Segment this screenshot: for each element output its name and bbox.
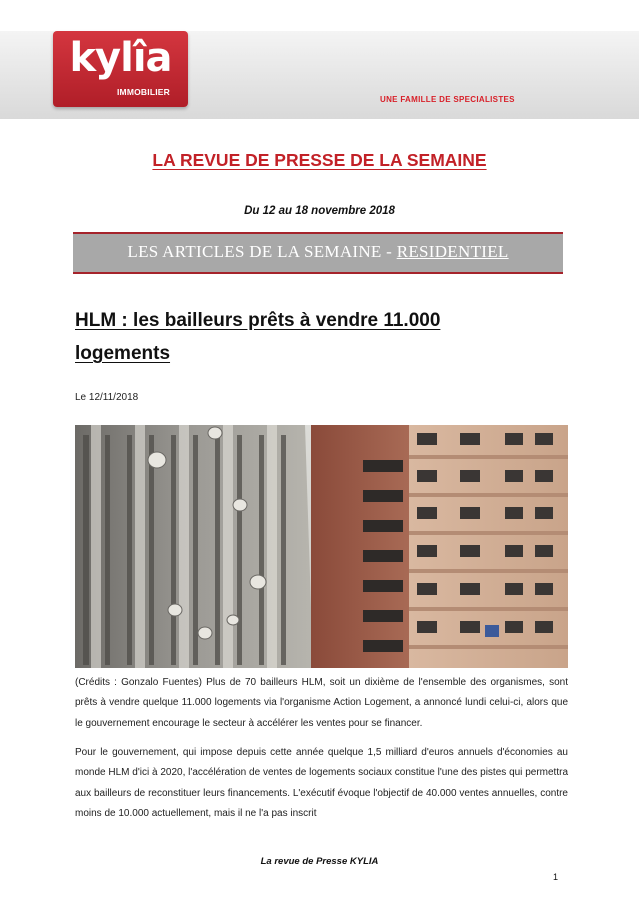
article-date: Le 12/11/2018 [75, 392, 139, 403]
page-number: 1 [553, 872, 559, 882]
article-paragraph: Pour le gouvernement, qui impose depuis cette année quelque 1,5 milliard d'euros annuels d'économies au monde HLM d'ici à 2020, l'accélération de ventes de logements sociaux constitue l'une des pistes qui permettra aux bailleurs de reconstituer leurs financements. L'exécutif évoque l'objectif de 40.000 ventes annuelles, contre moins de 10.000 actuellement, mais il ne l'a pas inscrit [75, 747, 568, 819]
logo-text: kylîa [69, 35, 172, 81]
date-range: Du 12 au 18 novembre 2018 [244, 205, 395, 217]
footer-label: La revue de Presse KYLIA [260, 856, 379, 867]
page-title: LA REVUE DE PRESSE DE LA SEMAINE [152, 150, 487, 170]
logo-subtitle: IMMOBILIER [117, 87, 170, 97]
section-prefix: LES ARTICLES DE LA SEMAINE - [127, 242, 397, 261]
section-banner [73, 232, 563, 274]
article-photo [75, 425, 568, 668]
article-paragraph: (Crédits : Gonzalo Fuentes) Plus de 70 bailleurs HLM, soit un dixième de l'ensemble des organismes, sont prêts à vendre quelque 11.000 logements via l'organisme Action Logement, a annoncé lundi celui-ci, alors que le gouvernement encourage le secteur à accélérer les ventes pour se financer. [75, 677, 568, 729]
section-category: RESIDENTIEL [396, 242, 509, 261]
section-heading [73, 242, 563, 262]
article-title: HLM : les bailleurs prêts à vendre 11.000 logements [75, 310, 441, 364]
tagline: UNE FAMILLE DE SPECIALISTES [380, 95, 515, 104]
kylia-logo [53, 31, 188, 107]
